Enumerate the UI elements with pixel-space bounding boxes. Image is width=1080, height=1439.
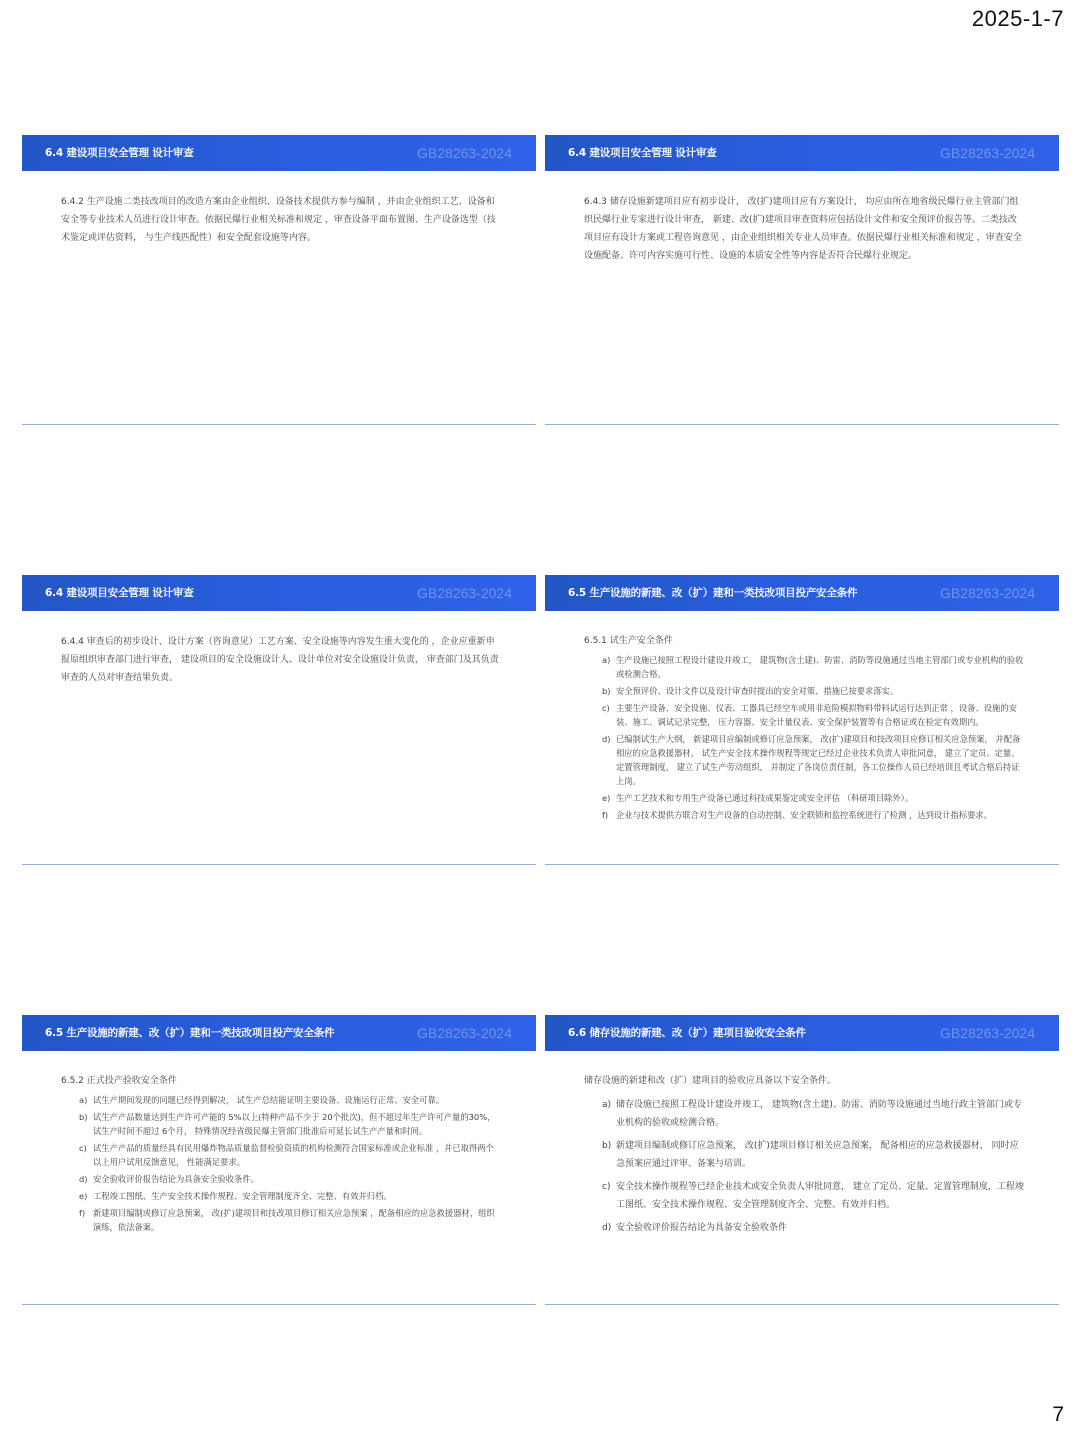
list-item — [79, 1172, 501, 1186]
standard-watermark: GB28263-2024 — [417, 145, 512, 161]
clause-heading: 6.5.1 试生产安全条件 — [584, 636, 673, 646]
item-text: 安全验收评价报告结论为具备安全验收条件 — [616, 1223, 788, 1233]
item-label: d) — [602, 734, 611, 744]
item-label: f) — [602, 810, 609, 820]
slide-6-4-4 — [22, 575, 536, 865]
slide-6-4-3 — [545, 135, 1059, 425]
clause-heading: 储存设施的新建和改（扩）建项目的验收应具备以下安全条件。 — [584, 1076, 837, 1086]
list-item — [602, 791, 1024, 805]
slide-title: 6.5 生产设施的新建、改（扩）建和一类技改项目投产安全条件 — [568, 587, 858, 599]
slide-body — [61, 633, 501, 687]
slide-body — [61, 193, 501, 247]
standard-watermark: GB28263-2024 — [417, 585, 512, 601]
list-item — [602, 1219, 1024, 1237]
slide-header — [545, 1015, 1059, 1051]
slide-6-4-2 — [22, 135, 536, 425]
item-label: c) — [79, 1143, 87, 1153]
standard-watermark: GB28263-2024 — [940, 585, 1035, 601]
item-label: a) — [79, 1095, 88, 1105]
condition-list — [584, 653, 1024, 822]
standard-watermark: GB28263-2024 — [940, 1025, 1035, 1041]
item-text: 新建项目编制或修订应急预案， 改(扩)建项目和技改项目修订相关应急预案 ，配备相应的应急救援器材，组织演练，依法备案。 — [93, 1208, 495, 1232]
list-item — [79, 1093, 501, 1107]
item-text: 安全预评价、设计文件以及设计审查时提出的安全对策、措施已按要求落实。 — [616, 686, 899, 696]
item-label: e) — [79, 1191, 88, 1201]
item-text: 试生产期间发现的问题已经得到解决， 试生产总结能证明主要设备、设施运行正常、安全可靠。 — [93, 1095, 445, 1105]
slide-header — [22, 1015, 536, 1051]
item-text: 生产设施已按照工程设计建设并竣工， 建筑物(含土建)、防雷、消防等设施通过当地主管部门或专业机构的验收或检测合格。 — [616, 655, 1024, 679]
item-label: b) — [602, 1141, 612, 1151]
list-item — [602, 732, 1024, 788]
list-item — [79, 1110, 501, 1138]
slide-header — [22, 135, 536, 171]
list-item — [79, 1141, 501, 1169]
list-item — [79, 1206, 501, 1234]
clause-paragraph: 6.4.2 生产设施二类技改项目的改造方案由企业组织、设备技术提供方参与编制 ，并由企业组织工艺、设备和安全等专业技术人员进行设计审查。依据民爆行业相关标准和规定 ，审查设备平面布置图、生产设备选型（技术鉴定或评估资料， 与生产线匹配性）和安全配套设施等内容。 — [61, 197, 496, 243]
list-item — [602, 1096, 1024, 1132]
slide-title: 6.4 建设项目安全管理 设计审查 — [45, 587, 194, 599]
slide-title: 6.5 生产设施的新建、改（扩）建和一类技改项目投产安全条件 — [45, 1027, 335, 1039]
slide-header — [545, 135, 1059, 171]
item-text: 新建项目编制或修订应急预案， 改(扩)建项目修订相关应急预案， 配备相应的应急救援器材， 同时应急预案应通过评审、备案与培训。 — [616, 1141, 1019, 1169]
slide-6-6 — [545, 1015, 1059, 1305]
item-label: b) — [602, 686, 611, 696]
slide-body — [584, 1072, 1024, 1242]
list-item — [602, 701, 1024, 729]
clause-paragraph: 6.4.4 审查后的初步设计、设计方案（咨询意见）工艺方案、安全设施等内容发生重大变化的 ，企业应重新申报原组织审查部门进行审查， 建设项目的安全设施设计人、设计单位对安全设施设计负责， 审查部门及其负责审查的人员对审查结果负责。 — [61, 637, 499, 683]
slide-6-5-2 — [22, 1015, 536, 1305]
item-label: c) — [602, 703, 610, 713]
slide-title: 6.6 储存设施的新建、改（扩）建项目验收安全条件 — [568, 1027, 806, 1039]
item-label: e) — [602, 793, 611, 803]
page-number: 7 — [1052, 1403, 1064, 1426]
list-item — [602, 808, 1024, 822]
item-text: 已编制试生产大纲， 新建项目应编制或修订应急预案， 改(扩)建项目和技改项目应修订相关应急预案， 并配备相应的应急救援器材， 试生产安全技术操作规程等规定已经过企业技术负责人审批同意， 建立了定员、定量、定置管理制度， 建立了试生产劳动组织， 并制定了各岗位责任制，各工位操作人员已经培训且考试合格后持证上岗。 — [616, 734, 1021, 786]
standard-watermark: GB28263-2024 — [940, 145, 1035, 161]
condition-list — [584, 1096, 1024, 1237]
item-text: 储存设施已按照工程设计建设并竣工， 建筑物(含土建)、防雷、消防等设施通过当地行政主管部门或专业机构的验收或检测合格。 — [616, 1100, 1022, 1128]
item-text: 试生产产品的质量经具有民用爆炸物品质量监督检验资质的机构检测符合国家标准或企业标准 ，并已取得两个以上用户试用反馈意见， 性能满足要求。 — [93, 1143, 494, 1167]
slide-body — [61, 1072, 501, 1237]
item-text: 试生产产品数量达到生产许可产能的 5%以上(特种产品不少于 20个批次)，但不超过年生产许可产量的30%， 试生产时间不超过 6个月， 特殊情况经省级民爆主管部门批准后可延长试生产产量和时间。 — [93, 1112, 496, 1136]
list-item — [602, 1178, 1024, 1214]
item-text: 主要生产设备、安全设施、仪表、工器具已经空车或用非危险模拟物料带料试运行达到正常 ，设备、设施的安装、施工、调试记录完整， 压力容器、安全计量仪表、安全保护装置等有合格证或在检定有效期内。 — [616, 703, 1017, 727]
slide-header — [22, 575, 536, 611]
standard-watermark: GB28263-2024 — [417, 1025, 512, 1041]
slide-title: 6.4 建设项目安全管理 设计审查 — [568, 147, 717, 159]
item-text: 安全技术操作规程等已经企业技术或安全负责人审批同意， 建立了定员、定量、定置管理制度，工程竣工图纸、安全技术操作规程、安全管理制度齐全、完整、有效并归档。 — [616, 1182, 1024, 1210]
item-text: 工程竣工图纸、生产安全技术操作规程、安全管理制度齐全、完整、有效并归档。 — [93, 1191, 392, 1201]
document-date: 2025-1-7 — [971, 6, 1064, 31]
slide-body — [584, 632, 1024, 825]
slide-title: 6.4 建设项目安全管理 设计审查 — [45, 147, 194, 159]
condition-list — [61, 1093, 501, 1234]
list-item — [602, 1137, 1024, 1173]
item-label: c) — [602, 1182, 611, 1192]
list-item — [602, 653, 1024, 681]
list-item — [602, 684, 1024, 698]
item-label: b) — [79, 1112, 88, 1122]
slide-6-5-1 — [545, 575, 1059, 865]
item-text: 安全验收评价报告结论为具备安全验收条件。 — [93, 1174, 259, 1184]
item-label: d) — [79, 1174, 88, 1184]
list-item — [79, 1189, 501, 1203]
item-text: 企业与技术提供方联合对生产设备的自动控制、安全联锁和监控系统进行了检测 ，达到设计指标要求。 — [616, 810, 993, 820]
item-label: a) — [602, 655, 611, 665]
item-label: d) — [602, 1223, 612, 1233]
clause-paragraph: 6.4.3 储存设施新建项目应有初步设计， 改(扩)建项目应有方案设计， 均应由所在地省级民爆行业主管部门组织民爆行业专家进行设计审查， 新建、改(扩)建项目审查资料应包括设计文件和安全预评价报告等。二类技改项目应有设计方案或工程咨询意见 ，由企业组织相关专业人员审查。依据民爆行业相关标准和规定 ，审查安全设施配备、许可内容实施可行性、设施的本质安全性等内容是否符合民爆行业规定。 — [584, 197, 1022, 261]
item-label: f) — [79, 1208, 86, 1218]
slide-body — [584, 193, 1024, 265]
item-label: a) — [602, 1100, 612, 1110]
slide-header — [545, 575, 1059, 611]
clause-heading: 6.5.2 正式投产验收安全条件 — [61, 1076, 177, 1086]
item-text: 生产工艺技术和专用生产设备已通过科技成果鉴定或安全评估 （科研项目除外）。 — [616, 793, 914, 803]
